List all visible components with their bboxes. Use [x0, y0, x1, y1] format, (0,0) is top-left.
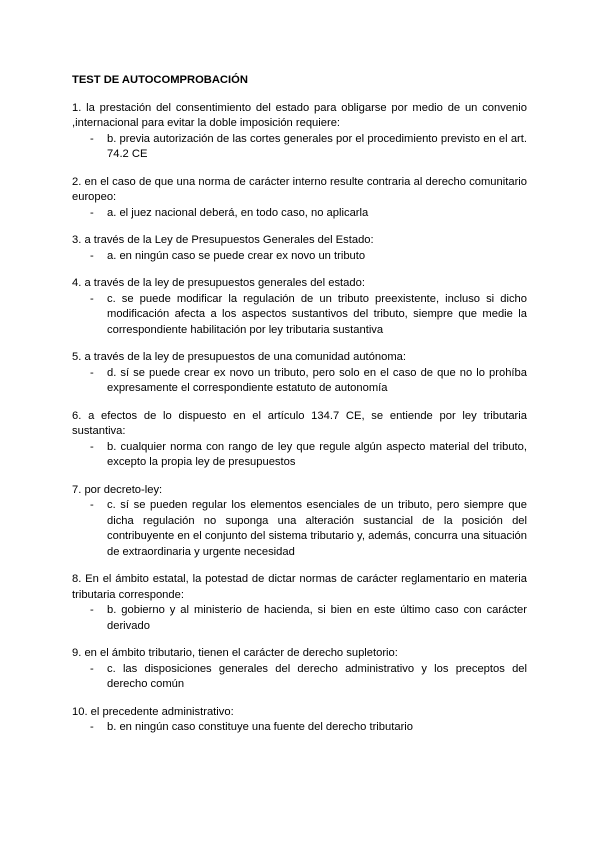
- list-dash: -: [90, 132, 94, 145]
- question-text: 4. a través de la ley de presupuestos generales del estado:: [72, 277, 365, 289]
- list-dash: -: [90, 440, 94, 453]
- answer-item: [90, 132, 527, 163]
- answer-item: [90, 366, 527, 397]
- question-7: [72, 483, 527, 561]
- answer-text: d. sí se puede crear ex novo un tributo, pero solo en el caso de que no lo prohíba expresamente el correspondiente estatuto de autonomía: [107, 366, 527, 394]
- answer-item: [90, 249, 527, 265]
- question-1: [72, 101, 527, 163]
- question-text: 1. la prestación del consentimiento del estado para obligarse por medio de un convenio ,internacional para evitar la doble imposición requiere:: [72, 101, 527, 129]
- answer-text: b. previa autorización de las cortes generales por el procedimiento previsto en el art. 74.2 CE: [107, 132, 527, 160]
- question-text: 6. a efectos de lo dispuesto en el artículo 134.7 CE, se entiende por ley tributaria sustantiva:: [72, 409, 527, 437]
- answer-text: c. se puede modificar la regulación de un tributo preexistente, incluso si dicho modificación afecta a los aspectos sustantivos del tributo, siempre que medie la correspondiente habilitación por ley tributaria sustantiva: [107, 292, 527, 336]
- question-text: 5. a través de la ley de presupuestos de una comunidad autónoma:: [72, 351, 406, 363]
- answer-text: c. las disposiciones generales del derecho administrativo y los preceptos del derecho común: [107, 662, 527, 690]
- answer-item: [90, 662, 527, 693]
- answer-text: b. cualquier norma con rango de ley que regule algún aspecto material del tributo, excepto la propia ley de presupuestos: [107, 440, 527, 468]
- answer-item: [90, 720, 527, 736]
- list-dash: -: [90, 249, 94, 262]
- question-4: [72, 276, 527, 338]
- answer-item: [90, 206, 527, 222]
- question-6: [72, 409, 527, 471]
- list-dash: -: [90, 662, 94, 675]
- answer-text: b. en ningún caso constituye una fuente del derecho tributario: [107, 721, 414, 733]
- question-5: [72, 350, 527, 397]
- list-dash: -: [90, 292, 94, 305]
- list-dash: -: [90, 604, 94, 616]
- answer-text: c. sí se pueden regular los elementos esenciales de un tributo, pero siempre que dicha regulación no suponga una alteración sustancial de la posición del contribuyente en el conjunto del sistema tributario y, además, concurra una situación de extraordinaria y urgente necesidad: [107, 499, 527, 558]
- answer-item: [90, 292, 527, 339]
- question-9: [72, 646, 527, 693]
- document-title: TEST DE AUTOCOMPROBACIÓN: [72, 74, 248, 86]
- answer-text: b. gobierno y al ministerio de hacienda, si bien en este último caso con carácter derivado: [107, 604, 527, 632]
- answer-text: a. en ningún caso se puede crear ex novo un tributo: [107, 249, 366, 262]
- question-8: [72, 572, 527, 634]
- document-page: [72, 73, 527, 748]
- list-dash: -: [90, 499, 94, 511]
- list-dash: -: [90, 366, 94, 379]
- question-text: 3. a través de la Ley de Presupuestos Generales del Estado:: [72, 234, 374, 246]
- answer-item: [90, 440, 527, 471]
- answer-item: [90, 603, 527, 634]
- list-dash: -: [90, 721, 94, 733]
- question-text: 10. el precedente administrativo:: [72, 705, 234, 718]
- question-3: [72, 233, 527, 264]
- question-text: 7. por decreto-ley:: [72, 483, 163, 496]
- question-text: 8. En el ámbito estatal, la potestad de dictar normas de carácter reglamentario en materia tributaria corresponde:: [72, 573, 527, 601]
- question-text: 9. en el ámbito tributario, tienen el carácter de derecho supletorio:: [72, 647, 398, 659]
- question-10: [72, 705, 527, 736]
- question-2: [72, 175, 527, 222]
- question-text: 2. en el caso de que una norma de carácter interno resulte contraria al derecho comunitario europeo:: [72, 175, 527, 203]
- answer-item: [90, 498, 527, 560]
- answer-text: a. el juez nacional deberá, en todo caso, no aplicarla: [107, 206, 369, 219]
- list-dash: -: [90, 206, 94, 219]
